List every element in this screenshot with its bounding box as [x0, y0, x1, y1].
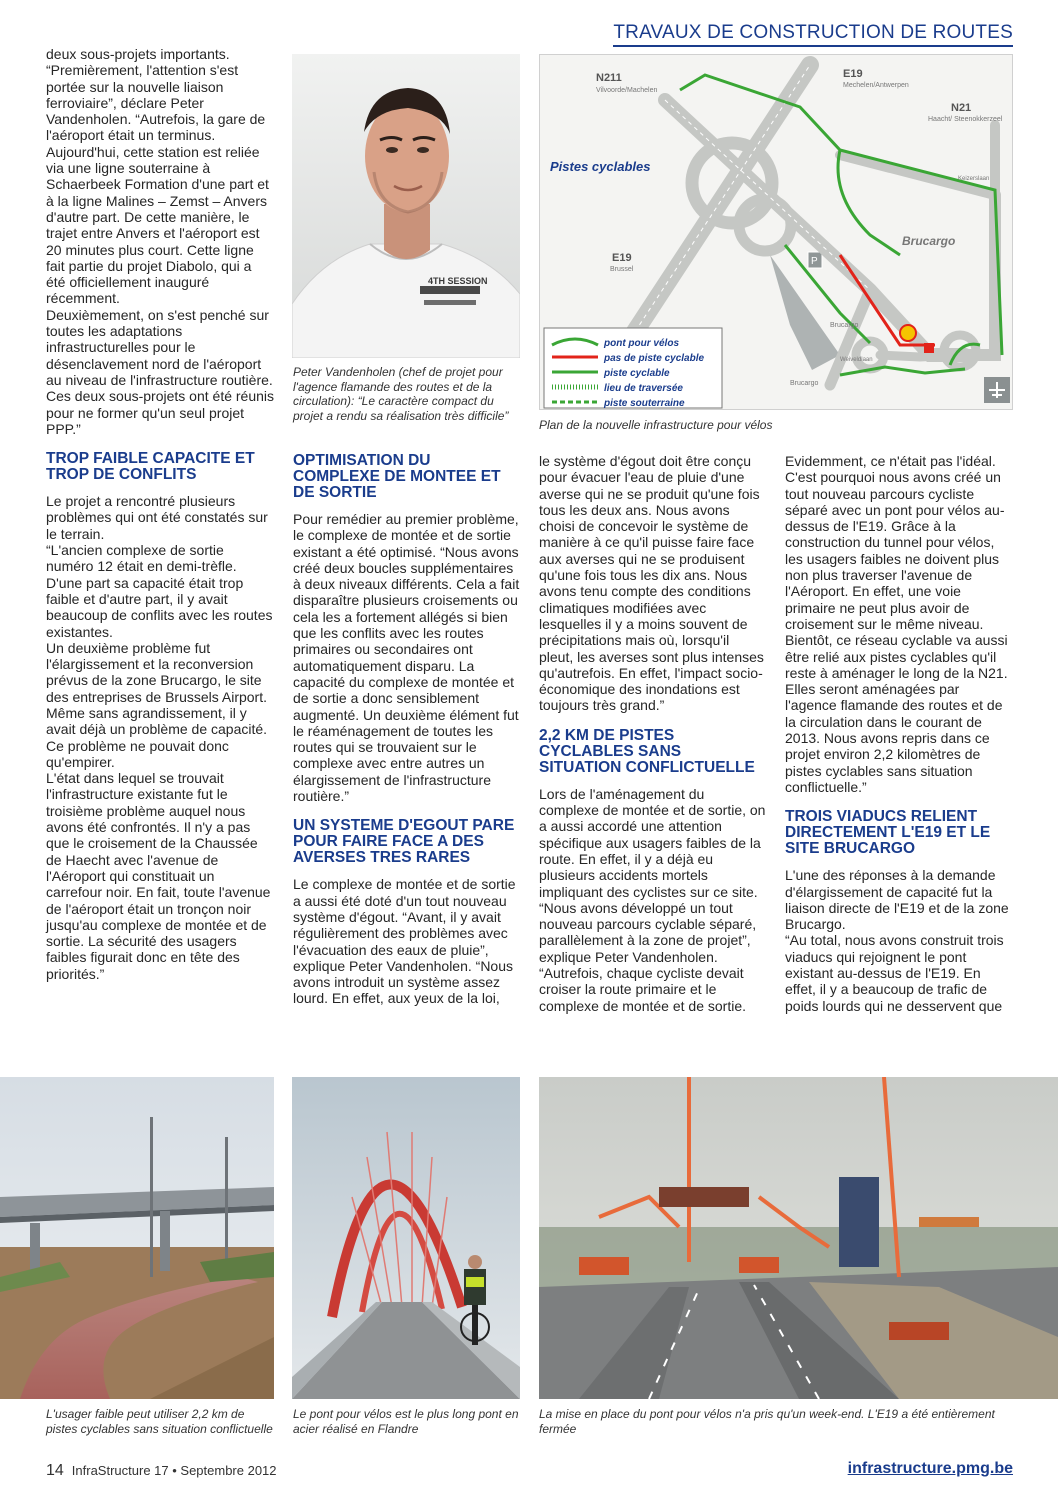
map-label-street-b: Keizerslaan: [958, 176, 990, 182]
map-label-street-a: Weiveldlaan: [840, 357, 873, 363]
paragraph: Deuxièmement, on s'est penché sur toutes les adaptations infrastructurelles pour le désenclavement nord de l'aéroport au niveau de l'infrastructure routière. Ces deux sous-projets ont été réunis pour ne former qu'un seul projet PPP.”: [46, 306, 275, 437]
map-label-brucargo-small-2: Brucargo: [790, 380, 819, 387]
text-column-3: [539, 453, 767, 1014]
portrait-caption: Peter Vandenholen (chef de projet pour l'agence flamande des routes et de la circulation): “Le caractère compact du projet a rendu sa réalisation très difficile”: [293, 365, 509, 423]
cycle-map: [539, 54, 1013, 410]
map-label-e19-north: E19: [843, 68, 863, 80]
map-label-brucargo-small: Brucargo: [830, 322, 859, 329]
text-column-2: [293, 453, 521, 1007]
section-heading: 2,2 KM DE PISTES CYCLABLES SANS SITUATION CONFLICTUELLE: [539, 726, 755, 776]
cycle-path-caption: L'usager faible peut utiliser 2,2 km de pistes cyclables sans situation conflictuelle: [46, 1407, 273, 1436]
section-heading: TROIS VIADUCS RELIENT DIRECTEMENT L'E19 ET LE SITE BRUCARGO: [785, 808, 991, 858]
construction-photo: [539, 1077, 1058, 1399]
footer-publication: [46, 1462, 277, 1480]
paragraph: Pour remédier au premier problème, le complexe de montée et de sortie existant a été optimisé. “Nous avons créé deux boucles supplémentaires à deux niveaux différents. Cela a fait disparaître plusieurs croisements ou cela les a fortement allégés si bien que les conflits avec les routes primaires ou secondaires ont automatiquement disparu. La capacité du complexe de montée et de sortie a donc sensiblement augmenté. Un deuxième élément fut le réaménagement de toutes les routes qui se trouvaient sur le complexe avec entre autres un élargissement de l'infrastructure routière.”: [293, 511, 520, 805]
page-number: 14: [46, 1462, 64, 1479]
paragraph: Lors de l'aménagement du complexe de montée et de sortie, on a aussi accordé une attention spécifique aux usagers faibles de la route. En effet, il y a déjà eu plusieurs accidents mortels impliquant des cyclistes sur ce site. “Nous avons développé un tout nouveau parcours cyclable séparé, parallèlement à la zone de projet”, explique Peter Vandenholen. “Autrefois, chaque cycliste devait croiser la route primaire et le complexe de montée et de sortie.: [539, 785, 766, 1014]
map-title: Pistes cyclables: [550, 159, 651, 174]
shirt-print: 4TH SESSION: [428, 276, 488, 286]
portrait-photo: [292, 54, 520, 358]
publication-info: InfraStructure 17 • Septembre 2012: [71, 1463, 277, 1478]
map-label-n211-sub: Vilvoorde/Machelen: [596, 87, 658, 94]
parking-label: P: [811, 256, 818, 267]
legend-label: piste souterraine: [604, 398, 685, 409]
paragraph: “Au total, nous avons construit trois viaducs qui rejoignent le pont existant au-dessus de l'E19. En effet, il y a beaucoup de trafic de poids lourds qui ne desservent que: [785, 932, 1004, 1014]
legend-label: pas de piste cyclable: [604, 353, 705, 364]
map-caption: Plan de la nouvelle infrastructure pour vélos: [539, 418, 773, 432]
text-column-4: [785, 453, 1013, 1014]
bicycle-bridge-photo: [292, 1077, 520, 1399]
paragraph: Le projet a rencontré plusieurs problèmes qui ont été constatés sur le terrain.: [46, 493, 268, 542]
paragraph: L'une des réponses à la demande d'élargissement de capacité fut la liaison directe de l'E19 et de la zone Brucargo.: [785, 867, 1009, 933]
map-label-e19-north-sub: Mechelen/Antwerpen: [843, 82, 909, 89]
section-heading: OPTIMISATION DU COMPLEXE DE MONTEE ET DE SORTIE: [293, 452, 501, 501]
paragraph: Le complexe de montée et de sortie a aussi été doté d'un tout nouveau système d'égout. “Avant, il y avait régulièrement des problèmes avec l'évacuation des eaux de pluie”, explique Peter Vandenholen. “Nous avons introduit un système assez lourd. En effet, aux yeux de la loi,: [293, 876, 516, 1007]
section-heading: UN SYSTEME D'EGOUT PARE POUR FAIRE FACE A DES AVERSES TRES RARES: [293, 817, 515, 867]
map-label-e19-south-sub: Brussel: [610, 266, 634, 273]
website-link[interactable]: infrastructure.pmg.be: [847, 1460, 1013, 1477]
map-label-n21-sub: Haacht/ Steenokkerzeel: [928, 116, 1003, 123]
paragraph: “L'ancien complexe de sortie numéro 12 était en demi-trèfle. D'une part sa capacité était trop faible et d'autre part, il y avait beaucoup de conflits avec les routes existantes.: [46, 542, 273, 640]
paragraph: Evidemment, ce n'était pas l'idéal. C'est pourquoi nous avons créé un tout nouveau parcours cycliste séparé avec un pont pour vélos au-dessus de l'E19. Grâce à la construction du tunnel pour vélos, les usagers faibles ne doivent plus non plus traverser l'avenue de l'Aéroport. En effet, une voie primaire ne peut plus avoir de croisement sur le même niveau. Bientôt, ce réseau cyclable va aussi être relié aux pistes cyclables qu'il reste à aménager le long de la N21. Elles seront aménagées par l'agence flamande des routes et de la circulation dans le courant de 2013. Nous avons repris dans ce projet environ 2,2 kilomètres de pistes cyclables sans situation conflictuelle.”: [785, 453, 1008, 795]
bridge-caption: Le pont pour vélos est le plus long pont en acier réalisé en Flandre: [293, 1407, 519, 1436]
legend-label: piste cyclable: [604, 368, 670, 379]
section-heading: TROP FAIBLE CAPACITE ET TROP DE CONFLITS: [46, 450, 255, 484]
map-label-n21: N21: [951, 102, 972, 114]
map-label-e19-south: E19: [612, 252, 632, 264]
paragraph: le système d'égout doit être conçu pour évacuer l'eau de pluie d'une averse qui ne se produit qu'une fois tous les deux ans. Nous avons choisi de concevoir le système de manière à ce qu'il puisse faire face aux averses qui ne se produisent qu'une fois tous les dix ans. Nous avons tenu compte des conditions climatiques modifiées avec lesquelles il y a moins souvent de précipitations mais où, lorsqu'il pleut, les averses sont plus intenses qu'autrefois. En effet, l'impact socio-économique des inondations est toujours très grand.”: [539, 453, 764, 714]
paragraph: deux sous-projets importants. “Premièrement, l'attention s'est portée sur la nouvelle liaison ferroviaire”, déclare Peter Vandenholen. “Autrefois, la gare de l'aéroport était un terminus. Aujourd'hui, cette station est reliée via une ligne souterraine à Schaerbeek Formation d'une part et à la ligne Malines – Zemst – Anvers d'autre part. De cette manière, le trajet entre Anvers et l'aéroport est 20 minutes plus court. Cette ligne fait partie du projet Diabolo, qui a été officiellement inauguré récemment.: [46, 46, 269, 307]
text-column-1: [46, 46, 274, 982]
paragraph: Un deuxième problème fut l'élargissement et la reconversion prévus de la zone Brucargo, le site des entreprises de Brussels Airport. Même sans agrandissement, il y avait déjà un problème de capacité. Ce problème ne pouvait donc qu'empirer.: [46, 639, 268, 770]
paragraph: L'état dans lequel se trouvait l'infrastructure existante fut le troisième problème auquel nous avons été confrontés. Il n'y a pas que le croisement de la Chaussée de Haecht avec l'avenue de l'Aéroport qui constituait un carrefour noir. En fait, toute l'avenue de l'aéroport était un tronçon noir jusqu'au complexe de montée et de sortie. La sécurité des usagers faibles figurait donc en tête des priorités.”: [46, 770, 271, 982]
construction-caption: La mise en place du pont pour vélos n'a pris qu'un week-end. L'E19 a été entièrement fermée: [539, 1407, 995, 1436]
cycle-path-photo: [0, 1077, 274, 1399]
section-title: TRAVAUX DE CONSTRUCTION DE ROUTES: [613, 22, 1013, 47]
map-label-n211: N211: [596, 72, 622, 84]
legend-label: lieu de traversée: [604, 383, 683, 394]
legend-label: pont pour vélos: [604, 338, 679, 349]
map-label-brucargo: Brucargo: [902, 234, 956, 248]
